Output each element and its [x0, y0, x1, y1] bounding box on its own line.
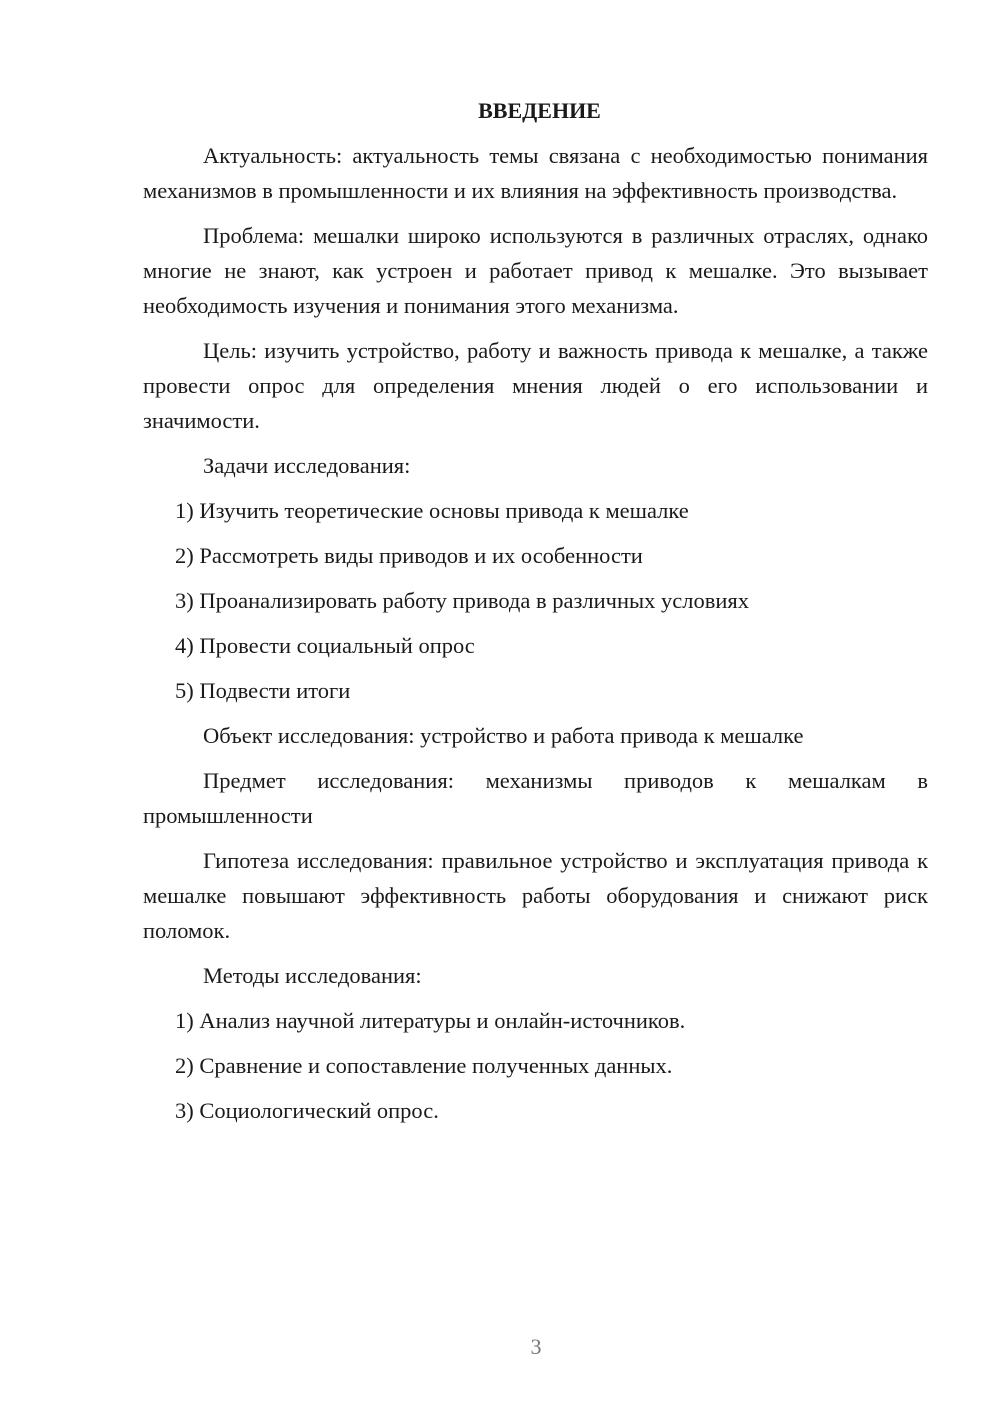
- object-paragraph: Объект исследования: устройство и работа привода к мешалке: [203, 723, 804, 748]
- problem-paragraph: Проблема: мешалки широко используются в различных отраслях, однако многие не знают, как устроен и работает привод к мешалке. Это вызывает необходимость изучения и понимания этого механизма.: [143, 223, 928, 318]
- page-content: [143, 93, 928, 1138]
- task-item-1: 1) Изучить теоретические основы привода к мешалке: [175, 498, 689, 523]
- page-title: ВВЕДЕНИЕ: [478, 98, 601, 123]
- tasks-heading: Задачи исследования:: [203, 453, 411, 478]
- task-item-3: 3) Проанализировать работу привода в различных условиях: [175, 588, 749, 613]
- method-item-3: 3) Социологический опрос.: [175, 1098, 439, 1123]
- method-item-1: 1) Анализ научной литературы и онлайн-источников.: [175, 1008, 686, 1033]
- relevance-paragraph: Актуальность: актуальность темы связана с необходимостью понимания механизмов в промышленности и их влияния на эффективность производства.: [143, 143, 928, 203]
- subject-paragraph: Предмет исследования: механизмы приводов к мешалкам в промышленности: [143, 768, 928, 828]
- method-item-2: 2) Сравнение и сопоставление полученных данных.: [175, 1053, 673, 1078]
- goal-paragraph: Цель: изучить устройство, работу и важность привода к мешалке, а также провести опрос для определения мнения людей о его использовании и значимости.: [143, 338, 928, 433]
- methods-heading: Методы исследования:: [203, 963, 422, 988]
- page-number: 3: [530, 1334, 542, 1359]
- task-item-4: 4) Провести социальный опрос: [175, 633, 475, 658]
- task-item-2: 2) Рассмотреть виды приводов и их особенности: [175, 543, 643, 568]
- task-item-5: 5) Подвести итоги: [175, 678, 351, 703]
- hypothesis-paragraph: Гипотеза исследования: правильное устройство и эксплуатация привода к мешалке повышают эффективность работы оборудования и снижают риск поломок.: [143, 848, 928, 943]
